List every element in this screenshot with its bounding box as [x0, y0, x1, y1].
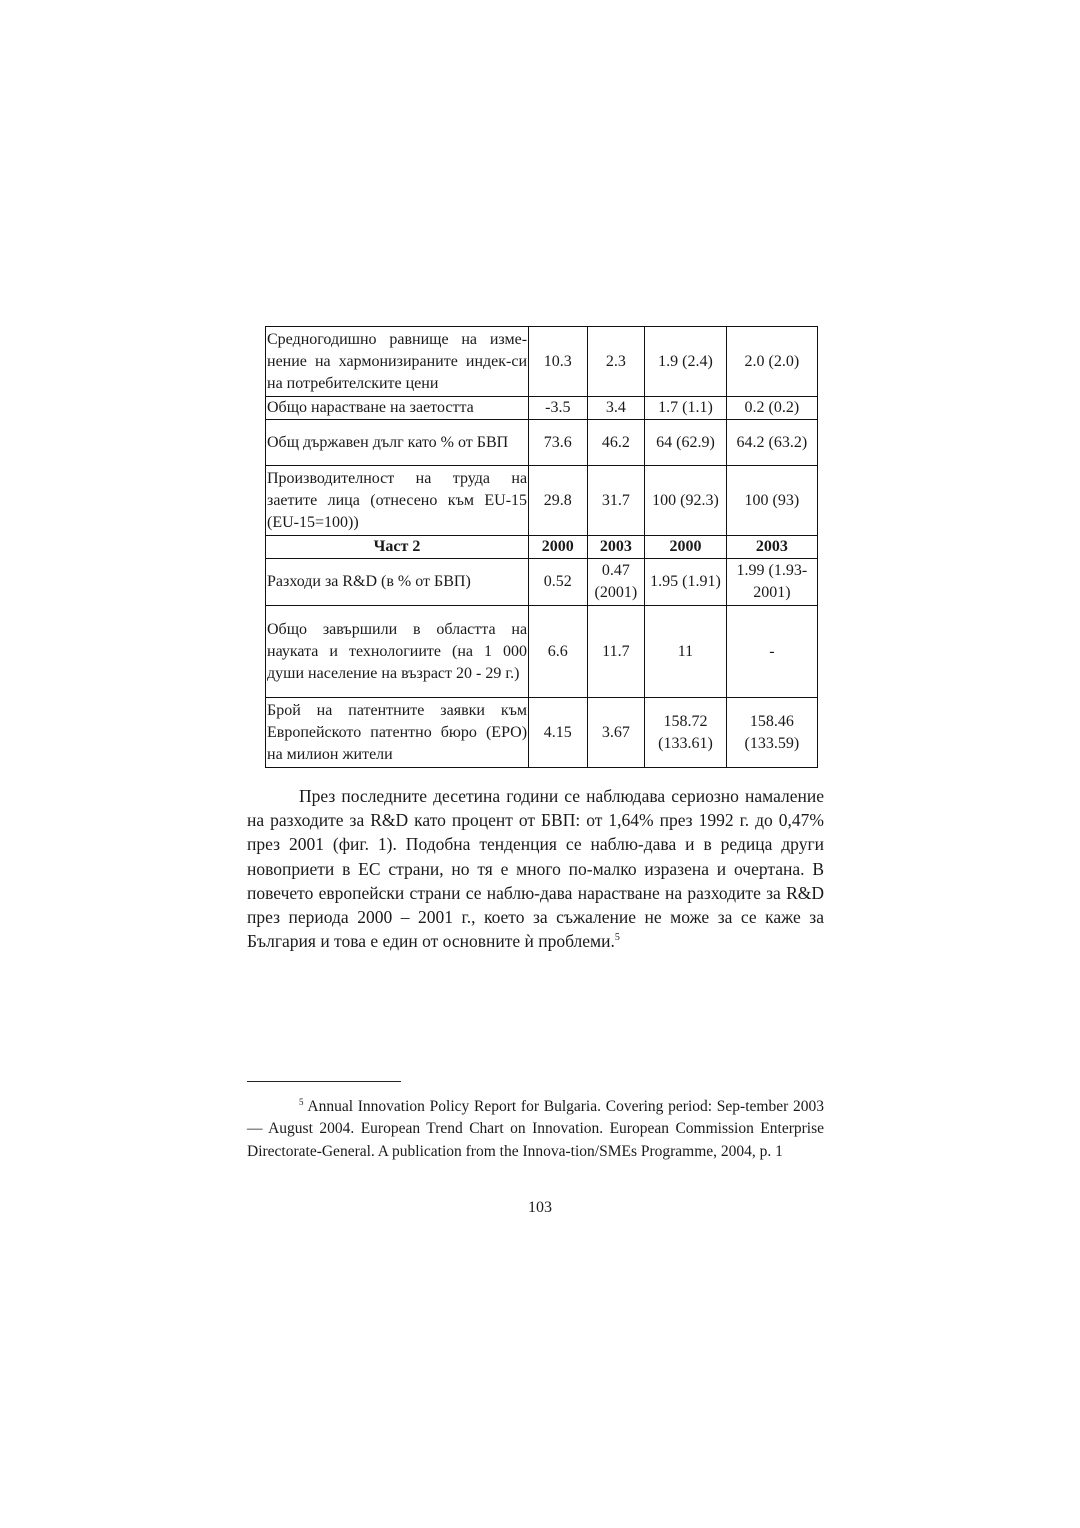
row-label: Общо нарастване на заетостта [266, 397, 529, 420]
row-label: Разходи за R&D (в % от БВП) [266, 559, 529, 606]
table-row [266, 698, 818, 768]
row-label: Общ държавен дълг като % от БВП [266, 420, 529, 466]
section-heading: Част 2 [266, 536, 529, 559]
table-row [266, 559, 818, 606]
table-cell: 0.47 (2001) [587, 559, 645, 606]
table-cell: 1.9 (2.4) [645, 327, 726, 397]
table-cell: 158.46 (133.59) [726, 698, 817, 768]
table-cell: 0.2 (0.2) [726, 397, 817, 420]
row-label: Общо завършили в областта на науката и технологиите (на 1 000 души население на възраст 20 - 29 г.) [266, 606, 529, 698]
table-cell: 1.95 (1.91) [645, 559, 726, 606]
table-cell: 4.15 [529, 698, 587, 768]
table-cell: 29.8 [529, 466, 587, 536]
table-cell: -3.5 [529, 397, 587, 420]
indicators-table [265, 326, 818, 768]
table-cell: 158.72 (133.61) [645, 698, 726, 768]
footnote-separator [247, 1081, 401, 1082]
table-header-row [266, 536, 818, 559]
table-row [266, 606, 818, 698]
body-paragraph [247, 784, 824, 953]
row-label: Средногодишно равнище на изме-нение на хармонизираните индек-си на потребителските цени [266, 327, 529, 397]
table-cell: 6.6 [529, 606, 587, 698]
table-cell: 3.4 [587, 397, 645, 420]
table-cell: 11 [645, 606, 726, 698]
table-cell: 64 (62.9) [645, 420, 726, 466]
row-label: Производителност на труда на заетите лица (отнесено към EU-15 (EU-15=100)) [266, 466, 529, 536]
table-cell: 11.7 [587, 606, 645, 698]
table-cell: 64.2 (63.2) [726, 420, 817, 466]
table-cell: 31.7 [587, 466, 645, 536]
column-header: 2000 [529, 536, 587, 559]
table-cell: 2.0 (2.0) [726, 327, 817, 397]
footnote-text: Annual Innovation Policy Report for Bulgaria. Covering period: Sep-tember 2003 — August 2004. European Trend Chart on Innovation. European Commission Enterprise Directorate-General. A publication from the Innova-tion/SMEs Programme, 2004, p. 1 [247, 1098, 824, 1160]
column-header: 2000 [645, 536, 726, 559]
table-cell: 3.67 [587, 698, 645, 768]
paragraph-text: През последните десетина години се наблюдава сериозно намаление на разходите за R&D като процент от БВП: от 1,64% през 1992 г. до 0,47% през 2001 (фиг. 1). Подобна тенденция се наблю-дава и в редица други новоприети в ЕС страни, но тя е много по-малко изразена и очертана. В повечето европейски страни се наблю-дава нарастване на разходите за R&D през периода 2000 – 2001 г., което за съжаление не може за се каже за България и това е един от основните ѝ проблеми. [247, 786, 824, 952]
footnote-reference[interactable]: 5 [614, 932, 620, 944]
table-cell: 73.6 [529, 420, 587, 466]
table-row [266, 397, 818, 420]
footnote [247, 1096, 824, 1163]
table-cell: 2.3 [587, 327, 645, 397]
table-cell: 1.99 (1.93-2001) [726, 559, 817, 606]
column-header: 2003 [726, 536, 817, 559]
table-cell: 0.52 [529, 559, 587, 606]
footnote-marker: 5 [299, 1096, 304, 1107]
table-cell: 100 (92.3) [645, 466, 726, 536]
table-row [266, 420, 818, 466]
table-cell: 100 (93) [726, 466, 817, 536]
page-number: 103 [528, 1199, 552, 1216]
table-row [266, 327, 818, 397]
table-cell: 46.2 [587, 420, 645, 466]
table-cell: 10.3 [529, 327, 587, 397]
row-label: Брой на патентните заявки към Европейското патентно бюро (ЕРО) на милион жители [266, 698, 529, 768]
column-header: 2003 [587, 536, 645, 559]
table-row [266, 466, 818, 536]
table-cell: - [726, 606, 817, 698]
table-cell: 1.7 (1.1) [645, 397, 726, 420]
